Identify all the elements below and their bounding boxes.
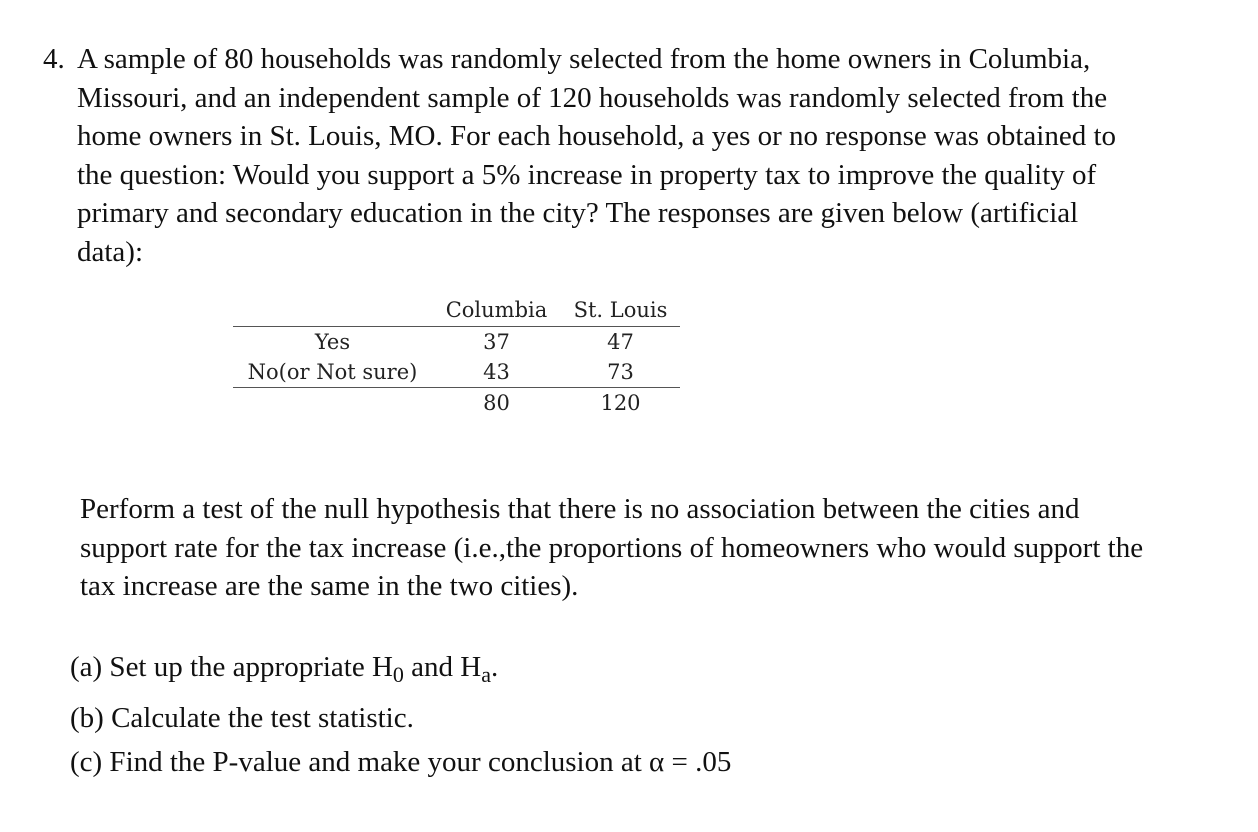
- problem-number: 4.: [43, 43, 65, 75]
- cell-total-st-louis: 120: [600, 391, 641, 415]
- question-b: (b) Calculate the test statistic.: [70, 702, 414, 734]
- header-blank: [233, 293, 432, 327]
- question-a-sub-alt: a: [481, 662, 492, 687]
- instruction-line: tax increase are the same in the two cities).: [80, 570, 579, 602]
- cell-no-columbia: 43: [432, 357, 561, 388]
- cell-no-st-louis: 73: [561, 357, 680, 388]
- cell-yes-columbia: 37: [483, 330, 510, 354]
- table-row-yes: [233, 327, 680, 358]
- header-st-louis: St. Louis: [561, 293, 680, 327]
- problem-text: [77, 40, 1223, 271]
- problem-line: Missouri, and an independent sample of 120 households was randomly selected from the: [77, 81, 1108, 114]
- instruction-line: support rate for the tax increase (i.e.,the proportions of homeowners who would support the: [80, 531, 1144, 564]
- table-row-totals: [233, 388, 680, 419]
- row-label-totals: [233, 388, 432, 419]
- table-row-no: [233, 357, 680, 388]
- question-a-suffix: .: [491, 651, 499, 683]
- problem-line: primary and secondary education in the city? The responses are given below (artificial: [77, 197, 1079, 229]
- cell-yes-st-louis: 47: [607, 330, 634, 354]
- row-label-yes: Yes: [314, 330, 351, 354]
- test-instruction: [80, 490, 1230, 606]
- question-a: [70, 648, 498, 686]
- table-header-row: [233, 293, 680, 327]
- question-a-prefix: (a) Set up the appropriate H: [70, 651, 393, 683]
- cell-total-columbia: 80: [483, 391, 510, 415]
- problem-line: A sample of 80 households was randomly selected from the home owners in Columbia,: [77, 43, 1091, 75]
- problem-line: home owners in St. Louis, MO. For each household, a yes or no response was obtained to: [77, 120, 1117, 152]
- response-table: [233, 293, 680, 418]
- header-columbia: Columbia: [432, 293, 561, 327]
- question-c: (c) Find the P-value and make your conclusion at α = .05: [70, 746, 732, 778]
- problem-line: data):: [77, 235, 144, 268]
- question-a-mid: and H: [403, 651, 482, 683]
- question-a-sub-null: 0: [392, 662, 404, 687]
- instruction-line: Perform a test of the null hypothesis that there is no association between the cities and: [80, 493, 1080, 525]
- row-label-no: No(or Not sure): [233, 357, 432, 388]
- problem-statement: [43, 40, 1223, 271]
- problem-line: the question: Would you support a 5% increase in property tax to improve the quality of: [77, 158, 1097, 191]
